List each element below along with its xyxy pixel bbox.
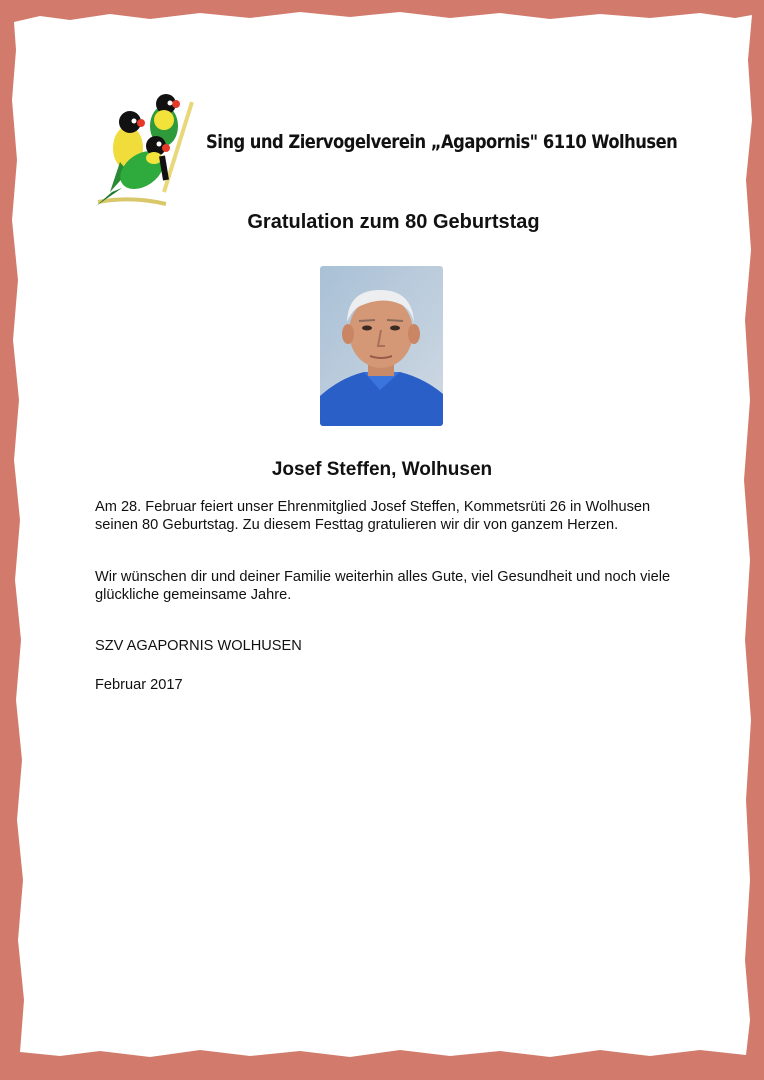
club-name: Sing und Ziervogelverein „Agapornis" 6110 Wolhusen <box>206 131 678 153</box>
paragraph-congratulation: Am 28. Februar feiert unser Ehrenmitglied Josef Steffen, Kommetsrüti 26 in Wolhusen seinen 80 Geburtstag. Zu diesem Festtag gratulieren wir dir von ganzem Herzen. <box>95 499 651 533</box>
person-name: Josef Steffen, Wolhusen <box>271 459 493 480</box>
signature: SZV AGAPORNIS WOLHUSEN <box>95 638 302 654</box>
paragraph-wishes: Wir wünschen dir und deiner Familie weiterhin alles Gute, viel Gesundheit und noch viele glückliche gemeinsame Jahre. <box>95 569 671 603</box>
lovebirds-logo-icon <box>92 92 200 214</box>
portrait-photo <box>320 266 443 426</box>
page-title: Gratulation zum 80 Geburtstag <box>247 211 540 233</box>
date: Februar 2017 <box>95 677 183 693</box>
